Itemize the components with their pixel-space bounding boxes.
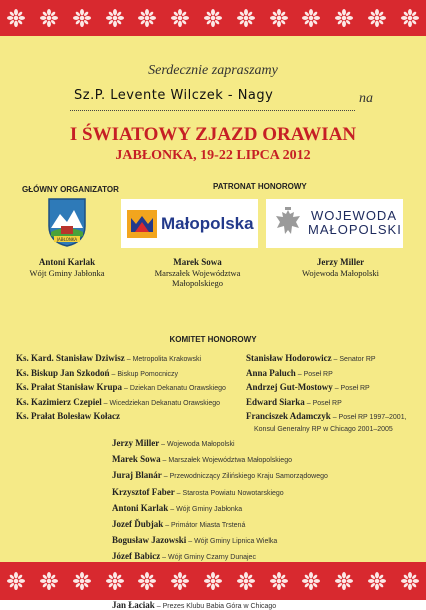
ornament-flower-icon: [302, 9, 320, 27]
committee-member: [112, 535, 277, 545]
committee-member-name: Franciszek Adamczyk: [246, 411, 331, 421]
committee-member-name: Ks. Prałat Stanisław Krupa: [16, 382, 123, 392]
separator: –: [168, 505, 177, 513]
committee-member: [112, 487, 284, 497]
separator: –: [330, 414, 339, 421]
committee-member-name: Marek Sowa: [112, 454, 161, 465]
committee-member-role: Przewodniczący Zilińskiego Kraju Samorządowego: [169, 473, 328, 481]
top-ornament-band: [0, 0, 426, 36]
separator: –: [101, 399, 110, 407]
na-text: na: [359, 91, 373, 106]
committee-member: [246, 368, 333, 378]
committee-member-role: Metropolita Krakowski: [132, 356, 202, 363]
committee-member: [246, 382, 370, 392]
ornament-flower-icon: [138, 9, 156, 27]
patron-role-2: Wojewoda Małopolski: [302, 267, 379, 278]
separator: –: [331, 356, 340, 363]
ornament-flower-icon: [204, 572, 222, 590]
patron-name-2: Jerzy Miller: [316, 257, 365, 267]
committee-member-name: Krzysztof Faber: [112, 486, 175, 497]
ornament-flower-icon: [73, 572, 91, 590]
patronage-header: PATRONAT HONOROWY: [213, 182, 307, 191]
committee-member: [112, 600, 276, 610]
wojewoda-logo: [266, 199, 403, 248]
ornament-flower-icon: [368, 572, 386, 590]
committee-member: [112, 551, 256, 561]
committee-member: [246, 411, 407, 421]
committee-member-name: Juraj Blanár: [112, 470, 162, 481]
committee-member-name: Józef Babicz: [112, 551, 161, 562]
event-date-place: JABŁONKA, 19-22 LIPCA 2012: [115, 148, 311, 163]
wojewoda-logo-line1: WOJEWODA: [311, 208, 397, 223]
invitation-body: [0, 36, 426, 610]
committee-member-name: Stanisław Hodorowicz: [246, 353, 332, 363]
ornament-flower-icon: [73, 9, 91, 27]
organizer-header: GŁÓWNY ORGANIZATOR: [22, 185, 119, 194]
committee-member-name: Ks. Biskup Jan Szkodoń: [16, 367, 110, 378]
committee-member-name: Andrzej Gut-Mostowy: [246, 382, 333, 392]
invitation-text: Serdecznie zapraszamy: [148, 63, 278, 78]
malopolska-emblem-icon: [127, 210, 157, 238]
committee-member: [16, 382, 226, 392]
separator: –: [159, 441, 168, 448]
ornament-flower-icon: [171, 9, 189, 27]
malopolska-logo-text: Małopolska: [161, 214, 254, 233]
organizer-name: Antoni Karlak: [38, 257, 96, 267]
separator: –: [154, 603, 163, 610]
separator: –: [304, 399, 313, 407]
ornament-flower-icon: [138, 572, 156, 590]
committee-member: [112, 470, 328, 480]
committee-member-role: Poseł RP 1997–2001,: [338, 414, 407, 421]
patron-role-1a: Marszałek Województwa: [154, 267, 241, 278]
committee-member-name: Ks. Kazimierz Czepiel: [16, 396, 102, 407]
committee-member-role: Prezes Klubu Babia Góra w Chicago: [162, 603, 277, 610]
separator: –: [160, 554, 169, 562]
guest-name-line: [70, 88, 355, 111]
ornament-flower-icon: [40, 572, 58, 590]
committee-member-role: Poseł RP: [303, 370, 333, 378]
committee-member: [112, 503, 242, 513]
ornament-flower-icon: [270, 572, 288, 590]
committee-member-name: Jozef Ďubjak: [112, 519, 164, 529]
ornament-flower-icon: [7, 572, 25, 590]
separator: –: [109, 370, 118, 378]
committee-member: [112, 438, 235, 448]
ornament-flower-icon: [106, 9, 124, 27]
committee-member-role2: Konsul Generalny RP w Chicago 2001–2005: [254, 426, 393, 433]
separator: –: [332, 385, 341, 392]
committee-member-name: Edward Siarka: [246, 396, 305, 407]
ornament-flower-icon: [237, 9, 255, 27]
committee-member: [112, 519, 245, 529]
committee-member: [16, 368, 178, 378]
committee-member-name: Ks. Prałat Bolesław Kołacz: [16, 411, 120, 421]
polish-eagle-icon: [274, 206, 302, 240]
ornament-flower-icon: [7, 9, 25, 27]
separator: –: [122, 385, 130, 392]
committee-member: [16, 411, 120, 421]
committee-member-role: Starosta Powiatu Nowotarskiego: [182, 489, 284, 497]
committee-member: [16, 397, 220, 407]
ornament-flower-icon: [106, 572, 124, 590]
committee-member-role: Wicedziekan Dekanatu Orawskiego: [109, 399, 221, 407]
organizer-person: [6, 257, 128, 278]
ornament-flower-icon: [204, 9, 222, 27]
committee-member: [246, 353, 376, 363]
jablonka-crest-icon: [46, 196, 88, 248]
separator: –: [163, 522, 172, 529]
committee-member-role: Wójt Gminy Jabłonka: [176, 505, 243, 513]
separator: –: [186, 538, 195, 546]
event-title: I ŚWIATOWY ZJAZD ORAWIAN: [69, 124, 357, 145]
guest-name: Sz.P. Levente Wilczek - Nagy: [74, 88, 274, 103]
patron-person-1: [135, 257, 260, 288]
committee-member-role: Wojewoda Małopolski: [167, 441, 235, 448]
ornament-flower-icon: [335, 9, 353, 27]
svg-text:JABŁONKA: JABŁONKA: [56, 237, 78, 242]
patron-role-1b: Małopolskiego: [172, 277, 223, 288]
committee-member: [16, 353, 201, 363]
ornament-flower-icon: [270, 9, 288, 27]
committee-member-role: Wójt Gminy Lipnica Wielka: [194, 538, 278, 546]
separator: –: [174, 489, 183, 497]
ornament-flower-icon: [335, 572, 353, 590]
ornament-flower-icon: [237, 572, 255, 590]
committee-member-role: Primátor Miasta Trstená: [171, 522, 246, 529]
committee-member-role: Dziekan Dekanatu Orawskiego: [129, 385, 226, 392]
ornament-flower-icon: [368, 9, 386, 27]
committee-member-role: Poseł RP: [312, 399, 342, 407]
ornament-flower-icon: [171, 572, 189, 590]
wojewoda-logo-line2: MAŁOPOLSKI: [308, 222, 402, 238]
ornament-flower-icon: [302, 572, 320, 590]
separator: –: [295, 370, 304, 378]
committee-member: [246, 397, 342, 407]
separator: –: [124, 356, 133, 363]
committee-member-role-extra: [254, 423, 393, 433]
committee-member-name: Jan Łaciak: [112, 600, 155, 610]
committee-member-name: Anna Paluch: [246, 367, 296, 378]
committee-member-role: Senator RP: [339, 356, 376, 363]
organizer-role: Wójt Gminy Jabłonka: [29, 267, 105, 278]
ornament-flower-icon: [40, 9, 58, 27]
committee-member-name: Jerzy Miller: [112, 438, 160, 448]
malopolska-logo: [121, 199, 258, 248]
committee-member-role: Poseł RP: [340, 385, 370, 392]
committee-member-name: Bogusław Jazowski: [112, 535, 187, 546]
committee-member-role: Marszałek Województwa Małopolskiego: [168, 457, 292, 465]
separator: –: [160, 457, 169, 465]
committee-member-name: Ks. Kard. Stanisław Dziwisz: [16, 353, 125, 363]
committee-header: KOMITET HONOROWY: [169, 335, 257, 344]
committee-member-role: Biskup Pomocniczy: [117, 370, 179, 378]
bottom-ornament-band: [0, 562, 426, 600]
committee-member-role: Wójt Gminy Czarny Dunajec: [168, 554, 256, 562]
ornament-flower-icon: [401, 9, 419, 27]
ornament-flower-icon: [401, 572, 419, 590]
patron-person-2: [278, 257, 403, 278]
committee-member-name: Antoni Karlak: [112, 502, 169, 513]
separator: –: [161, 473, 170, 481]
committee-member: [112, 454, 292, 464]
patron-name-1: Marek Sowa: [173, 257, 222, 267]
